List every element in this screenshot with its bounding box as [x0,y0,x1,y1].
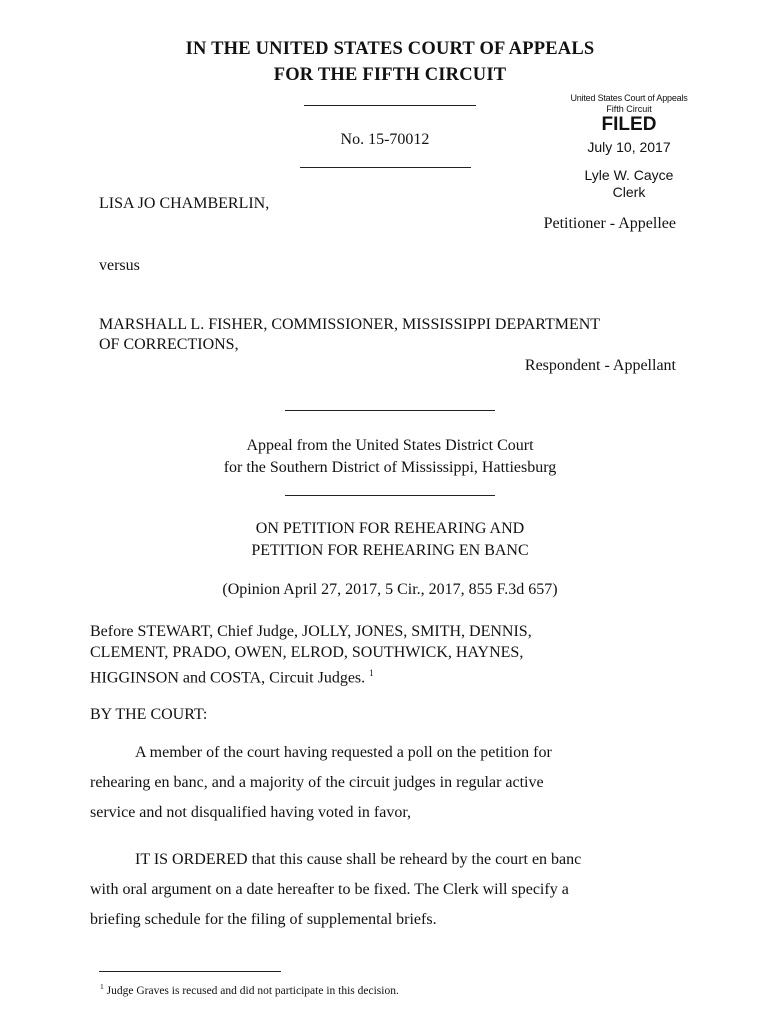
court-title-line2: FOR THE FIFTH CIRCUIT [273,65,507,85]
versus-label: versus [99,257,140,274]
footnote-reference[interactable]: 1 [369,668,374,678]
order-para1-line1: A member of the court having requested a poll on the petition for [135,744,552,761]
appeal-rule [285,495,495,496]
order-paragraph-1 [90,738,690,828]
petitioner-role: Petitioner - Appellee [543,215,676,232]
parties-rule [285,410,495,411]
stamp-court-name: United States Court of Appeals [570,93,688,103]
order-para2-line3: briefing schedule for the filing of supplemental briefs. [90,911,437,928]
footnote-text: Judge Graves is recused and did not participate in this decision. [106,984,399,997]
header-rule-top [304,105,476,106]
footnote-marker: 1 [100,982,104,991]
footnote [100,982,399,997]
order-paragraph-2 [90,845,690,935]
footnote-rule [99,971,281,972]
stamp-clerk-title: Clerk [612,184,646,200]
petition-line2: PETITION FOR REHEARING EN BANC [251,542,529,559]
order-para1-line2: rehearing en banc, and a majority of the circuit judges in regular active [90,774,544,791]
court-title-line1: IN THE UNITED STATES COURT OF APPEALS [185,39,595,59]
stamp-filed-date: July 10, 2017 [587,139,671,155]
respondent-role: Respondent - Appellant [524,357,676,374]
stamp-circuit: Fifth Circuit [606,104,652,114]
stamp-clerk-name: Lyle W. Cayce [584,167,674,183]
respondent-name-line2: OF CORRECTIONS, [99,336,239,353]
opinion-reference: (Opinion April 27, 2017, 5 Cir., 2017, 855 F.3d 657) [222,581,558,598]
panel-line3 [90,663,374,688]
stamp-filed-label: FILED [601,114,657,135]
respondent-name-line1: MARSHALL L. FISHER, COMMISSIONER, MISSISSIPPI DEPARTMENT [99,316,601,333]
appeal-line2: for the Southern District of Mississippi, Hattiesburg [223,459,557,476]
order-para2-line2: with oral argument on a date hereafter to be fixed. The Clerk will specify a [90,881,569,898]
order-para2-line1: IT IS ORDERED that this cause shall be reheard by the court en banc [135,851,582,868]
header-rule-bottom [300,167,471,168]
panel-line2: CLEMENT, PRADO, OWEN, ELROD, SOUTHWICK, HAYNES, [90,644,524,661]
appeal-line1: Appeal from the United States District Court [246,437,534,454]
order-para1-line3: service and not disqualified having voted in favor, [90,804,412,821]
panel-line3-text: HIGGINSON and COSTA, Circuit Judges. [90,669,366,687]
panel-line1: Before STEWART, Chief Judge, JOLLY, JONES, SMITH, DENNIS, [90,623,532,640]
by-the-court: BY THE COURT: [90,706,208,723]
case-number: No. 15-70012 [340,131,430,148]
petition-line1: ON PETITION FOR REHEARING AND [255,520,525,537]
petitioner-name: LISA JO CHAMBERLIN, [99,195,270,212]
